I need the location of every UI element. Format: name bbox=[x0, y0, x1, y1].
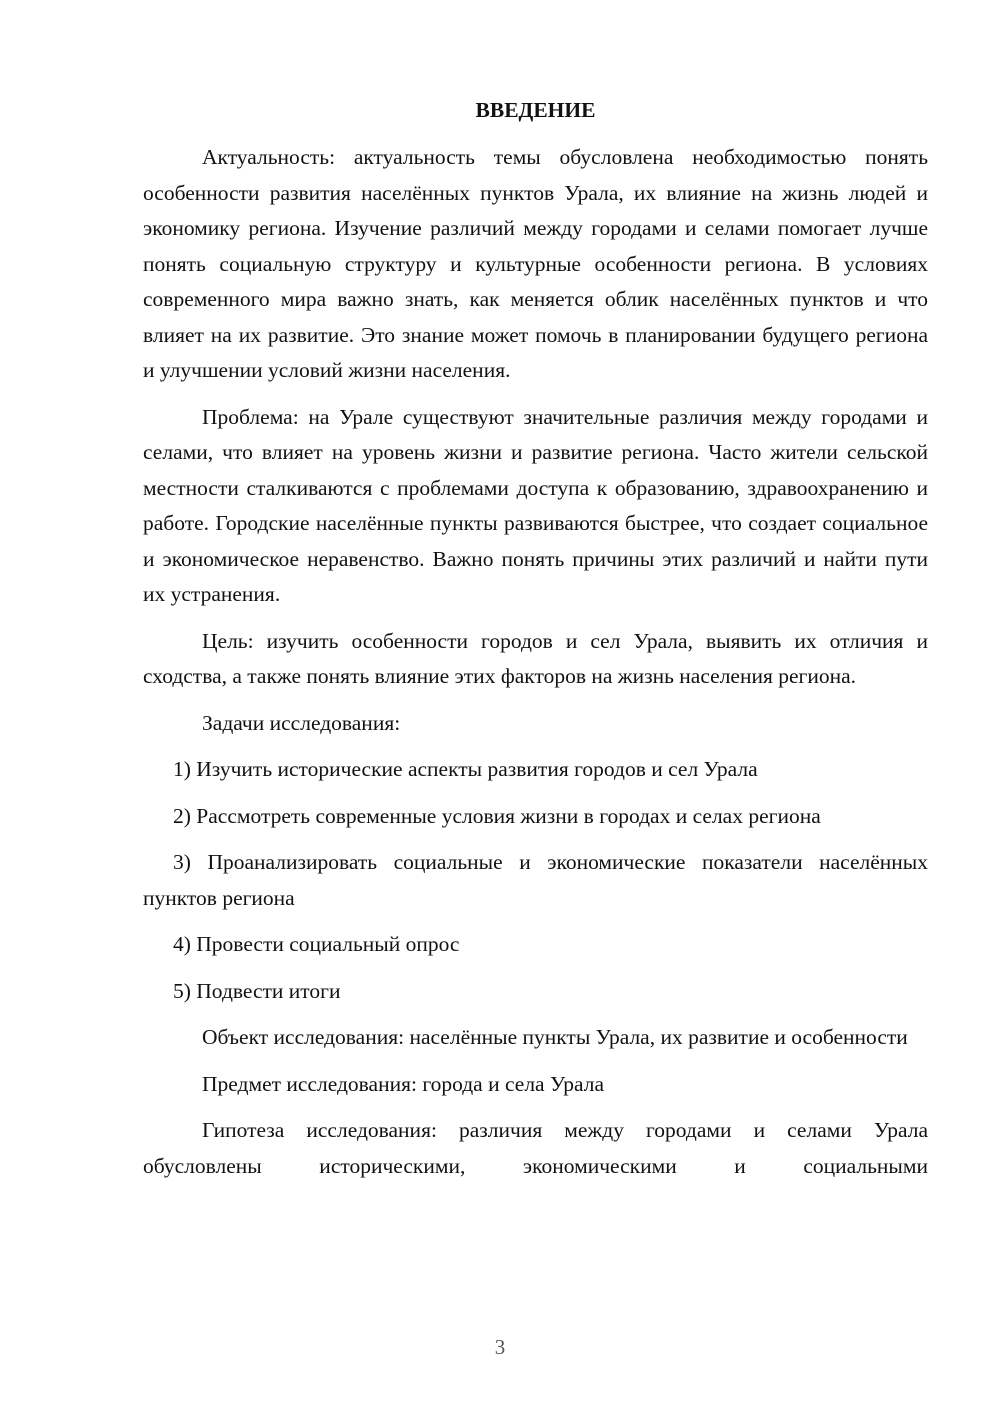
section-title: ВВЕДЕНИЕ bbox=[475, 98, 596, 122]
task-item-1: 1) Изучить исторические аспекты развития городов и сел Урала bbox=[173, 757, 758, 781]
page-number: 3 bbox=[494, 1335, 506, 1359]
task-item-2: 2) Рассмотреть современные условия жизни в городах и селах региона bbox=[173, 803, 821, 828]
goal-paragraph: Цель: изучить особенности городов и сел Урала, выявить их отличия и сходства, а также понять влияние этих факторов на жизнь населения региона. bbox=[143, 628, 928, 688]
relevance-paragraph: Актуальность: актуальность темы обусловлена необходимостью понять особенности развития населённых пунктов Урала, их влияние на жизнь людей и экономику региона. Изучение различий между городами и селами помогает лучше понять социальную структуру и культурные особенности региона. В условиях современного мира важно знать, как меняется облик населённых пунктов и что влияет на их развитие. Это знание может помочь в планировании будущего региона и улучшении условий жизни населения. bbox=[143, 145, 928, 382]
task-item-4: 4) Провести социальный опрос bbox=[173, 932, 460, 956]
hypothesis-paragraph: Гипотеза исследования: различия между городами и селами Урала обусловлены историческими, экономическими и социальными bbox=[143, 1118, 928, 1178]
subject-paragraph: Предмет исследования: города и села Урала bbox=[202, 1071, 605, 1096]
object-paragraph: Объект исследования: населённые пункты Урала, их развитие и особенности bbox=[202, 1025, 908, 1049]
task-item-5: 5) Подвести итоги bbox=[173, 978, 341, 1003]
page-content bbox=[143, 93, 928, 1184]
tasks-heading: Задачи исследования: bbox=[202, 710, 401, 735]
task-item-3: 3) Проанализировать социальные и экономические показатели населённых пунктов региона bbox=[143, 850, 928, 910]
problem-paragraph: Проблема: на Урале существуют значительные различия между городами и селами, что влияет на уровень жизни и развитие региона. Часто жители сельской местности сталкиваются с проблемами доступа к образованию, здравоохранению и работе. Городские населённые пункты развиваются быстрее, что создает социальное и экономическое неравенство. Важно понять причины этих различий и найти пути их устранения. bbox=[143, 404, 928, 606]
